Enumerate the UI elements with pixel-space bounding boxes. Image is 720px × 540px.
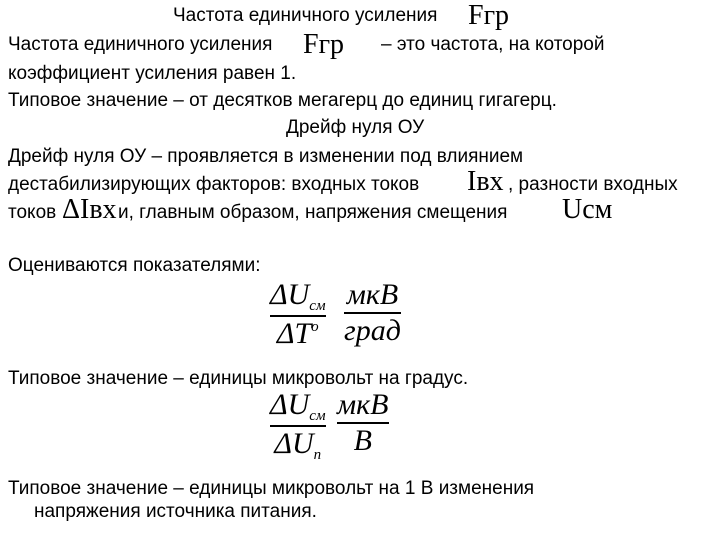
- ivx-symbol: Iвх: [467, 166, 504, 197]
- formula-2-den-sub: п: [313, 447, 322, 463]
- formula-2-main-fraction: [270, 388, 326, 464]
- formula-2-den: ΔU: [274, 427, 314, 460]
- typical-line-1: Типовое значение – единицы микровольт на градус.: [8, 368, 469, 389]
- drift-line-1: Дрейф нуля ОУ – проявляется в изменении под влиянием: [8, 146, 524, 167]
- formula-1-num: ΔU: [270, 278, 310, 311]
- formula-2-unit-fraction: [337, 388, 389, 458]
- evaluated-label: Оцениваются показателями:: [8, 255, 261, 276]
- gain-line-2: коэффициент усиления равен 1.: [8, 63, 297, 84]
- delta-ivx-symbol: ΔIвх: [62, 194, 117, 225]
- gain-line-1a: Частота единичного усиления: [8, 34, 273, 55]
- formula-1-unit-fraction: [344, 278, 401, 348]
- drift-line-3b: и, главным образом, напряжения смещения: [118, 202, 508, 223]
- formula-1-main-fraction: [270, 278, 326, 351]
- formula-2-unit-den: В: [353, 424, 372, 457]
- formula-1-den-sup: o: [311, 319, 319, 335]
- drift-title: Дрейф нуля ОУ: [286, 117, 425, 138]
- ucm-symbol: Uсм: [562, 194, 613, 225]
- gain-line-3: Типовое значение – от десятков мегагерц до единиц гигагерц.: [8, 90, 557, 111]
- formula-1-num-sub: см: [309, 298, 326, 314]
- fgr-symbol-title: Fгр: [468, 0, 510, 31]
- typical-line-2: Типовое значение – единицы микровольт на 1 В изменения: [8, 478, 535, 499]
- formula-2-unit-num: мкВ: [337, 388, 389, 421]
- drift-line-2b: , разности входных: [508, 174, 678, 195]
- drift-line-2a: дестабилизирующих факторов: входных токов: [8, 174, 420, 195]
- formula-2-num-sub: см: [309, 408, 326, 424]
- gain-title: Частота единичного усиления: [173, 5, 438, 26]
- fgr-symbol: Fгр: [303, 29, 345, 60]
- formula-1-unit-den: град: [344, 314, 401, 347]
- drift-line-3a: токов: [8, 202, 57, 223]
- gain-line-1b: – это частота, на которой: [381, 34, 605, 55]
- typical-line-3: напряжения источника питания.: [34, 501, 317, 522]
- formula-1-den: ΔT: [276, 317, 312, 350]
- formula-1-unit-num: мкВ: [346, 278, 399, 311]
- formula-2-num: ΔU: [270, 388, 310, 421]
